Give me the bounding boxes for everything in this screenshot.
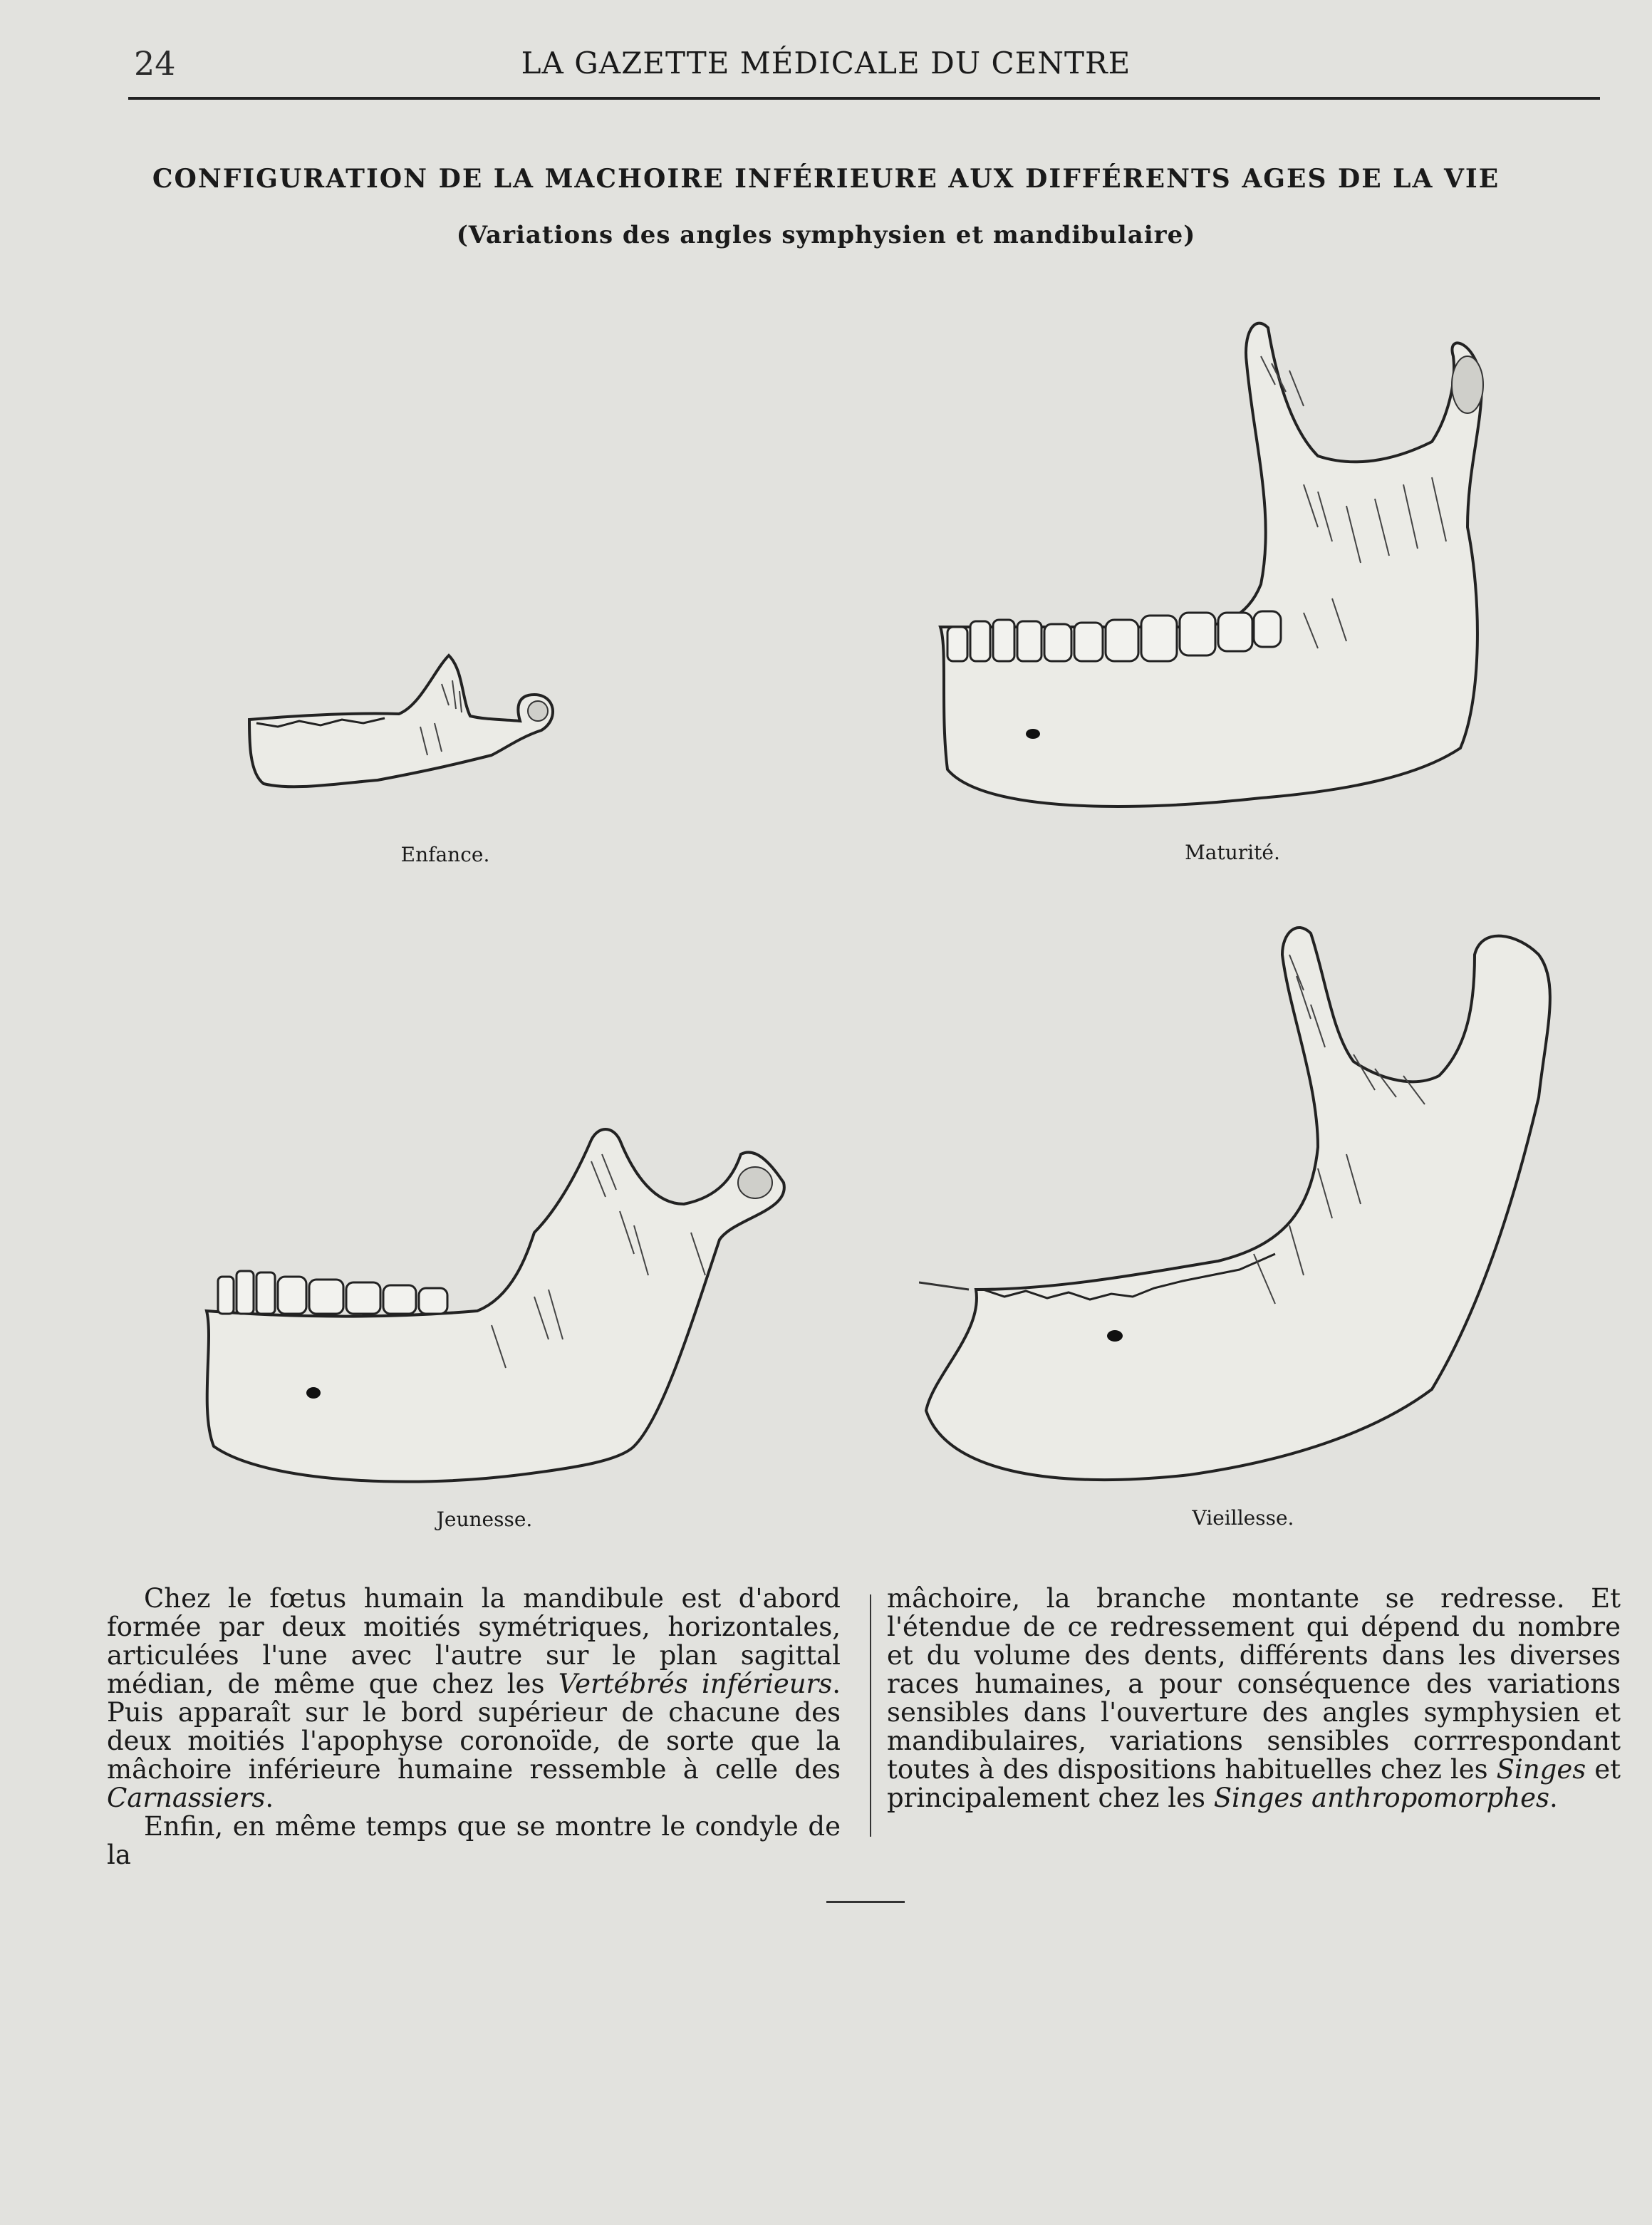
mandible-maturite-drawing: [919, 313, 1560, 826]
caption-jeunesse: Jeunesse.: [436, 1508, 533, 1531]
paragraph-fetus: [107, 1585, 841, 1812]
figure-maturite: [919, 313, 1560, 826]
plate-subtitle: (Variations des angles symphysien et mandibulaire): [456, 221, 1196, 249]
figure-enfance: [235, 641, 663, 841]
text-run: . Puis apparaît sur le bord supérieur de chacune des deux moitiés l'apophyse coronoïde, de sorte que la mâchoire inférieure humaine ressemble à celle des: [107, 1669, 841, 1785]
mandible-vieillesse-drawing: [919, 919, 1560, 1503]
figure-vieillesse: [919, 919, 1560, 1503]
text-column-right: [887, 1585, 1621, 1812]
paragraph-condyle: Enfin, en même temps que se montre le condyle de la: [107, 1811, 841, 1870]
column-rule: [870, 1594, 871, 1837]
text-run: et principalement chez les: [887, 1754, 1621, 1813]
running-title: LA GAZETTE MÉDICALE DU CENTRE: [521, 46, 1131, 81]
text-column-left: [107, 1585, 841, 1869]
end-mark: [826, 1901, 905, 1903]
figure-jeunesse: [192, 1111, 798, 1496]
italic-term: Singes anthropomorphes: [1213, 1783, 1550, 1813]
text-run: Chez le fœtus humain la mandibule est d'abord formée par deux moitiés symétriques, horizontales, articulées l'une avec l'autre sur le plan sagittal médian, de même que chez les: [107, 1583, 841, 1699]
paragraph-redressement: [887, 1585, 1621, 1812]
italic-term: Carnassiers: [107, 1783, 266, 1813]
text-run: .: [265, 1783, 274, 1813]
text-run: mâchoire, la branche montante se redresse. Et l'étendue de ce redressement qui dépend du nombre et du volume des dents, différents dans les diverses races humaines, a pour conséquence des variations sensibles dans l'ouverture des angles symphysien et mandibulaires, variations sensibles corrrespondant toutes à des dispositions habituelles chez les: [887, 1583, 1621, 1785]
italic-term: Vertébrés inférieurs: [558, 1669, 833, 1699]
italic-term: Singes: [1496, 1754, 1586, 1785]
mandible-enfance-drawing: [235, 641, 663, 841]
plate-title: CONFIGURATION DE LA MACHOIRE INFÉRIEURE AUX DIFFÉRENTS AGES DE LA VIE: [152, 164, 1500, 194]
text-run: .: [1549, 1783, 1558, 1813]
mandible-jeunesse-drawing: [192, 1111, 798, 1496]
caption-enfance: Enfance.: [400, 843, 490, 866]
caption-maturite: Maturité.: [1185, 841, 1280, 864]
page-number: 24: [134, 44, 176, 83]
header-rule: [128, 97, 1600, 100]
caption-vieillesse: Vieillesse.: [1192, 1506, 1294, 1530]
